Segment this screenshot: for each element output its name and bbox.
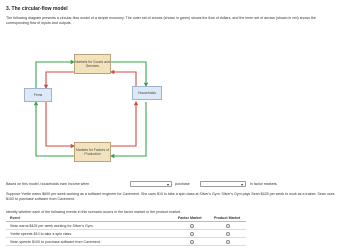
goods-market-box: [74, 54, 111, 74]
outer-arrow-bottom-right: [111, 102, 146, 156]
outer-arrow-bottom-left: [36, 102, 74, 156]
event-text: Sean earns $425 per week working for Silver's Gym.: [6, 222, 174, 230]
firms-label: Firms: [33, 93, 43, 97]
scenario-paragraph: Suppose Yvette earns $600 per week working as a software engineer for Cavement. She uses $10 to take a spin class at Silver's Gym. Silver's Gym pays Sean $425 per week to work as a trainer. Sean uses $100 to purchase software from Cavement.: [6, 192, 335, 201]
inner-arrow-top-right: [111, 72, 136, 86]
firms-box: [24, 88, 52, 102]
inner-arrow-bottom-right: [111, 102, 136, 146]
outer-arrow-top: [36, 62, 74, 88]
intro-text: The following diagram presents a circular-flow model of a simple economy. The outer set of arrows (shown in green) shows the flow of dollars, and the inner set of arrows (shown in red) shows the corresponding flow of inputs and outputs.: [6, 16, 316, 25]
product-market-radio[interactable]: [226, 232, 230, 236]
table-row: [6, 222, 246, 230]
chevron-down-icon: ▾: [166, 181, 169, 187]
event-table: [6, 215, 246, 246]
header-factor-market: Factor Market: [174, 215, 210, 222]
inner-arrow-top: [46, 72, 74, 88]
households-label: Households: [138, 91, 156, 95]
households-box: [132, 86, 162, 100]
goods-market-label: Markets for Goods and Services: [75, 60, 110, 68]
factor-market-radio[interactable]: [190, 240, 194, 244]
sentence-part3: in factor markets.: [250, 182, 278, 186]
product-market-radio[interactable]: [226, 240, 230, 244]
sentence-part1: Based on this model, households earn income when: [6, 182, 90, 186]
sentence-part2: purchase: [175, 182, 190, 186]
table-row: [6, 230, 246, 238]
answer-dropdown-1[interactable]: [130, 181, 172, 187]
inner-arrow-bottom-left: [46, 102, 74, 146]
chevron-down-icon: ▾: [240, 181, 243, 187]
table-row: [6, 238, 246, 246]
event-text: Sean spends $100 to purchase software from Cavement.: [6, 238, 174, 246]
header-product-market: Product Market: [210, 215, 246, 222]
event-text: Yvette spends $10 to take a spin class.: [6, 230, 174, 238]
header-event: Event: [6, 215, 174, 222]
instruction-text: Identify whether each of the following events in this scenario occurs in the factor market or the product market.: [6, 210, 182, 214]
product-market-radio[interactable]: [226, 224, 230, 228]
question-title: 3. The circular-flow model: [6, 6, 68, 12]
factors-market-box: [74, 142, 111, 162]
factors-market-label: Markets for Factors of Production: [76, 148, 109, 156]
outer-arrow-top-right: [111, 62, 146, 86]
answer-dropdown-2[interactable]: [200, 181, 246, 187]
factor-market-radio[interactable]: [190, 224, 194, 228]
factor-market-radio[interactable]: [190, 232, 194, 236]
